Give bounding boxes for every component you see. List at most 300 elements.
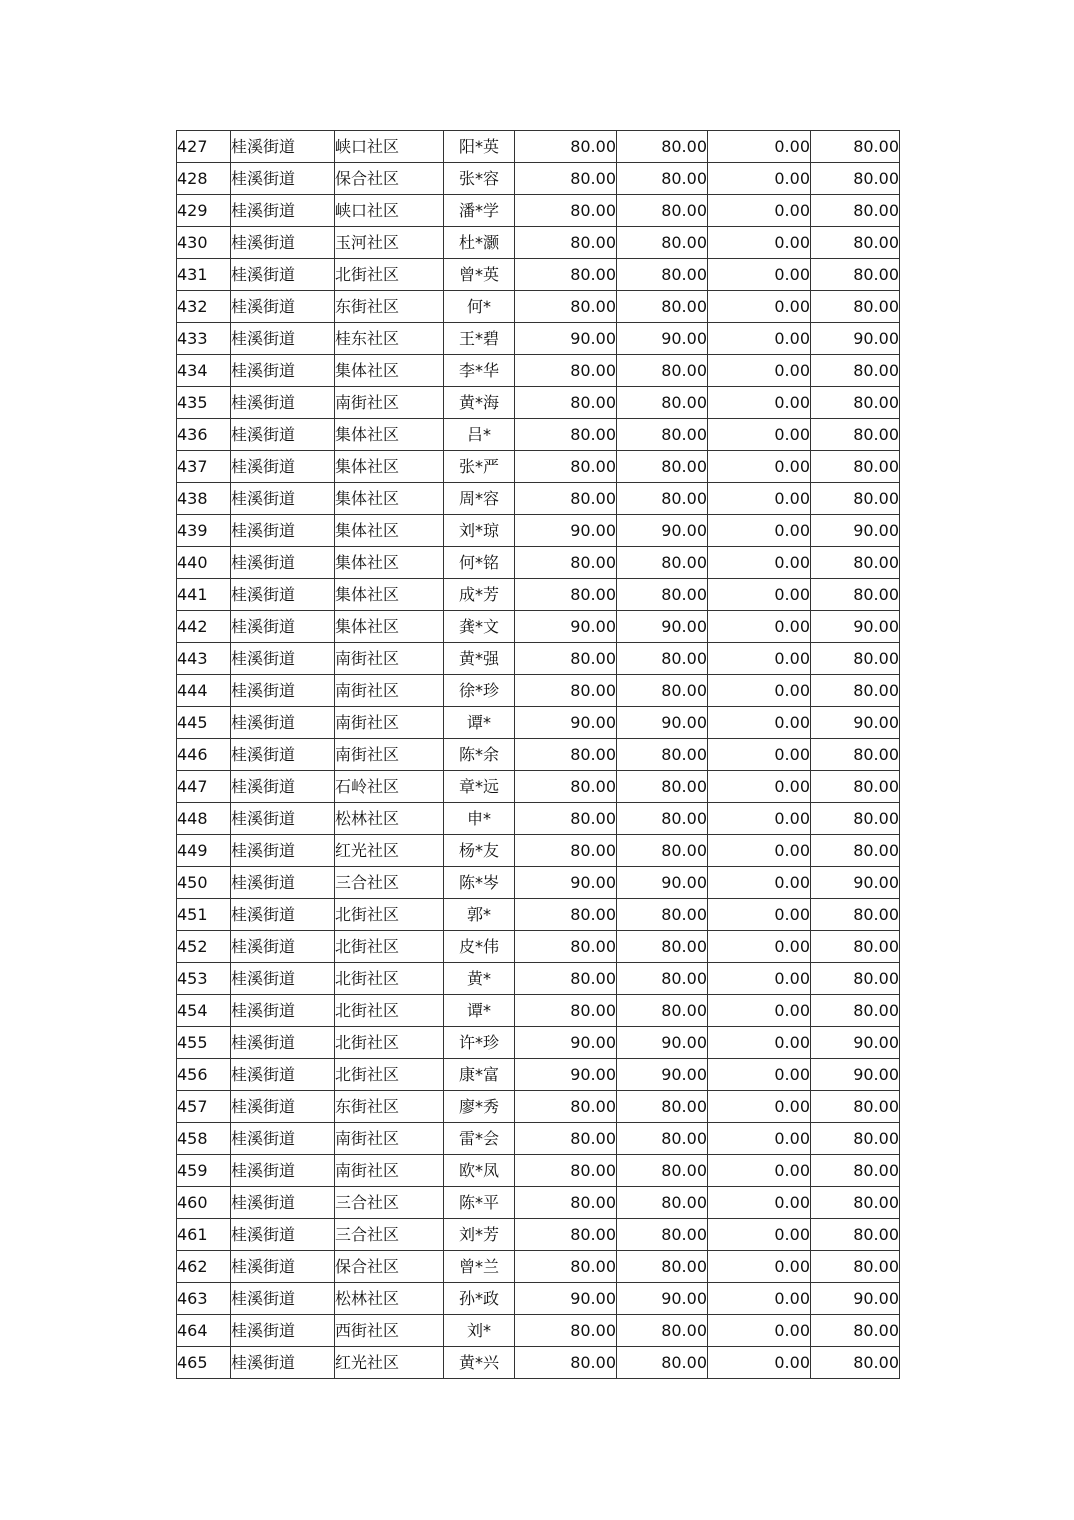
total-cell: 80.00 [811, 1315, 900, 1347]
amount-cell: 80.00 [515, 739, 617, 771]
amount-cell: 80.00 [515, 387, 617, 419]
amount-cell: 90.00 [515, 323, 617, 355]
deduction-cell: 0.00 [708, 451, 811, 483]
row-number-cell: 463 [177, 1283, 231, 1315]
total-cell: 80.00 [811, 387, 900, 419]
name-cell: 黄* [444, 963, 515, 995]
total-cell: 80.00 [811, 675, 900, 707]
name-cell: 杨*友 [444, 835, 515, 867]
deduction-cell: 0.00 [708, 899, 811, 931]
amount-cell: 80.00 [617, 1219, 708, 1251]
deduction-cell: 0.00 [708, 483, 811, 515]
street-cell: 桂溪街道 [231, 899, 335, 931]
table-row [177, 547, 900, 579]
amount-cell: 80.00 [515, 1123, 617, 1155]
table-row [177, 611, 900, 643]
total-cell: 80.00 [811, 355, 900, 387]
table-row [177, 1187, 900, 1219]
street-cell: 桂溪街道 [231, 867, 335, 899]
amount-cell: 90.00 [515, 515, 617, 547]
amount-cell: 80.00 [617, 451, 708, 483]
row-number-cell: 445 [177, 707, 231, 739]
amount-cell: 80.00 [617, 1187, 708, 1219]
amount-cell: 80.00 [515, 259, 617, 291]
row-number-cell: 442 [177, 611, 231, 643]
community-cell: 三合社区 [335, 1219, 444, 1251]
deduction-cell: 0.00 [708, 803, 811, 835]
amount-cell: 80.00 [617, 579, 708, 611]
table-row [177, 707, 900, 739]
street-cell: 桂溪街道 [231, 803, 335, 835]
amount-cell: 80.00 [617, 1315, 708, 1347]
total-cell: 80.00 [811, 1123, 900, 1155]
row-number-cell: 459 [177, 1155, 231, 1187]
row-number-cell: 461 [177, 1219, 231, 1251]
community-cell: 南街社区 [335, 1155, 444, 1187]
table-row [177, 1123, 900, 1155]
community-cell: 北街社区 [335, 899, 444, 931]
amount-cell: 80.00 [617, 899, 708, 931]
street-cell: 桂溪街道 [231, 451, 335, 483]
community-cell: 北街社区 [335, 995, 444, 1027]
community-cell: 松林社区 [335, 1283, 444, 1315]
table-row [177, 195, 900, 227]
total-cell: 80.00 [811, 579, 900, 611]
total-cell: 80.00 [811, 963, 900, 995]
name-cell: 杜*灏 [444, 227, 515, 259]
amount-cell: 80.00 [515, 675, 617, 707]
community-cell: 桂东社区 [335, 323, 444, 355]
community-cell: 集体社区 [335, 355, 444, 387]
deduction-cell: 0.00 [708, 707, 811, 739]
amount-cell: 80.00 [617, 1123, 708, 1155]
street-cell: 桂溪街道 [231, 547, 335, 579]
deduction-cell: 0.00 [708, 1347, 811, 1379]
community-cell: 西街社区 [335, 1315, 444, 1347]
deduction-cell: 0.00 [708, 1027, 811, 1059]
total-cell: 80.00 [811, 131, 900, 163]
name-cell: 欧*凤 [444, 1155, 515, 1187]
community-cell: 松林社区 [335, 803, 444, 835]
amount-cell: 80.00 [617, 643, 708, 675]
amount-cell: 80.00 [515, 1315, 617, 1347]
amount-cell: 80.00 [617, 931, 708, 963]
name-cell: 谭* [444, 707, 515, 739]
amount-cell: 80.00 [617, 739, 708, 771]
row-number-cell: 460 [177, 1187, 231, 1219]
amount-cell: 90.00 [617, 1283, 708, 1315]
deduction-cell: 0.00 [708, 1091, 811, 1123]
amount-cell: 80.00 [515, 579, 617, 611]
row-number-cell: 439 [177, 515, 231, 547]
table-row [177, 419, 900, 451]
name-cell: 何* [444, 291, 515, 323]
community-cell: 南街社区 [335, 643, 444, 675]
amount-cell: 80.00 [515, 547, 617, 579]
name-cell: 黄*兴 [444, 1347, 515, 1379]
deduction-cell: 0.00 [708, 643, 811, 675]
community-cell: 北街社区 [335, 963, 444, 995]
street-cell: 桂溪街道 [231, 963, 335, 995]
street-cell: 桂溪街道 [231, 131, 335, 163]
street-cell: 桂溪街道 [231, 675, 335, 707]
row-number-cell: 457 [177, 1091, 231, 1123]
amount-cell: 80.00 [617, 1155, 708, 1187]
table-row [177, 1315, 900, 1347]
row-number-cell: 450 [177, 867, 231, 899]
amount-cell: 90.00 [617, 1059, 708, 1091]
table-row [177, 323, 900, 355]
amount-cell: 80.00 [515, 355, 617, 387]
amount-cell: 80.00 [515, 131, 617, 163]
row-number-cell: 427 [177, 131, 231, 163]
community-cell: 南街社区 [335, 1123, 444, 1155]
amount-cell: 80.00 [515, 1347, 617, 1379]
name-cell: 吕* [444, 419, 515, 451]
amount-cell: 80.00 [515, 899, 617, 931]
community-cell: 北街社区 [335, 259, 444, 291]
community-cell: 保合社区 [335, 1251, 444, 1283]
name-cell: 康*富 [444, 1059, 515, 1091]
name-cell: 谭* [444, 995, 515, 1027]
total-cell: 80.00 [811, 899, 900, 931]
row-number-cell: 465 [177, 1347, 231, 1379]
street-cell: 桂溪街道 [231, 1219, 335, 1251]
amount-cell: 80.00 [515, 1155, 617, 1187]
amount-cell: 90.00 [515, 707, 617, 739]
deduction-cell: 0.00 [708, 515, 811, 547]
street-cell: 桂溪街道 [231, 1315, 335, 1347]
deduction-cell: 0.00 [708, 1283, 811, 1315]
amount-cell: 80.00 [515, 1091, 617, 1123]
amount-cell: 80.00 [617, 995, 708, 1027]
row-number-cell: 431 [177, 259, 231, 291]
street-cell: 桂溪街道 [231, 291, 335, 323]
street-cell: 桂溪街道 [231, 1251, 335, 1283]
name-cell: 陈*平 [444, 1187, 515, 1219]
table-row [177, 259, 900, 291]
amount-cell: 80.00 [515, 1219, 617, 1251]
amount-cell: 80.00 [617, 163, 708, 195]
community-cell: 集体社区 [335, 547, 444, 579]
street-cell: 桂溪街道 [231, 707, 335, 739]
amount-cell: 80.00 [617, 387, 708, 419]
table-row [177, 739, 900, 771]
amount-cell: 80.00 [617, 803, 708, 835]
amount-cell: 80.00 [515, 227, 617, 259]
street-cell: 桂溪街道 [231, 1059, 335, 1091]
name-cell: 雷*会 [444, 1123, 515, 1155]
name-cell: 周*容 [444, 483, 515, 515]
row-number-cell: 464 [177, 1315, 231, 1347]
total-cell: 80.00 [811, 1219, 900, 1251]
community-cell: 集体社区 [335, 515, 444, 547]
row-number-cell: 444 [177, 675, 231, 707]
community-cell: 北街社区 [335, 1027, 444, 1059]
street-cell: 桂溪街道 [231, 643, 335, 675]
table-row [177, 675, 900, 707]
name-cell: 王*碧 [444, 323, 515, 355]
street-cell: 桂溪街道 [231, 259, 335, 291]
total-cell: 90.00 [811, 1283, 900, 1315]
table-row [177, 291, 900, 323]
deduction-cell: 0.00 [708, 1187, 811, 1219]
row-number-cell: 434 [177, 355, 231, 387]
deduction-cell: 0.00 [708, 227, 811, 259]
community-cell: 北街社区 [335, 1059, 444, 1091]
total-cell: 80.00 [811, 547, 900, 579]
street-cell: 桂溪街道 [231, 1027, 335, 1059]
street-cell: 桂溪街道 [231, 835, 335, 867]
deduction-cell: 0.00 [708, 195, 811, 227]
community-cell: 玉河社区 [335, 227, 444, 259]
name-cell: 章*远 [444, 771, 515, 803]
total-cell: 80.00 [811, 1251, 900, 1283]
name-cell: 黄*海 [444, 387, 515, 419]
total-cell: 90.00 [811, 515, 900, 547]
row-number-cell: 440 [177, 547, 231, 579]
deduction-cell: 0.00 [708, 1123, 811, 1155]
amount-cell: 80.00 [617, 963, 708, 995]
total-cell: 80.00 [811, 771, 900, 803]
street-cell: 桂溪街道 [231, 227, 335, 259]
street-cell: 桂溪街道 [231, 995, 335, 1027]
deduction-cell: 0.00 [708, 163, 811, 195]
amount-cell: 90.00 [515, 1027, 617, 1059]
total-cell: 80.00 [811, 1187, 900, 1219]
street-cell: 桂溪街道 [231, 1283, 335, 1315]
street-cell: 桂溪街道 [231, 323, 335, 355]
row-number-cell: 428 [177, 163, 231, 195]
amount-cell: 80.00 [617, 259, 708, 291]
amount-cell: 80.00 [617, 547, 708, 579]
street-cell: 桂溪街道 [231, 1155, 335, 1187]
street-cell: 桂溪街道 [231, 739, 335, 771]
row-number-cell: 436 [177, 419, 231, 451]
name-cell: 曾*兰 [444, 1251, 515, 1283]
deduction-cell: 0.00 [708, 611, 811, 643]
deduction-cell: 0.00 [708, 675, 811, 707]
name-cell: 张*容 [444, 163, 515, 195]
total-cell: 80.00 [811, 1091, 900, 1123]
amount-cell: 80.00 [515, 1251, 617, 1283]
amount-cell: 80.00 [515, 995, 617, 1027]
amount-cell: 90.00 [617, 323, 708, 355]
community-cell: 南街社区 [335, 739, 444, 771]
community-cell: 集体社区 [335, 611, 444, 643]
total-cell: 80.00 [811, 643, 900, 675]
amount-cell: 80.00 [515, 771, 617, 803]
deduction-cell: 0.00 [708, 771, 811, 803]
amount-cell: 90.00 [617, 707, 708, 739]
deduction-cell: 0.00 [708, 259, 811, 291]
amount-cell: 80.00 [617, 1251, 708, 1283]
name-cell: 申* [444, 803, 515, 835]
street-cell: 桂溪街道 [231, 771, 335, 803]
community-cell: 峡口社区 [335, 131, 444, 163]
community-cell: 集体社区 [335, 579, 444, 611]
table-row [177, 803, 900, 835]
deduction-cell: 0.00 [708, 835, 811, 867]
amount-cell: 80.00 [515, 195, 617, 227]
row-number-cell: 449 [177, 835, 231, 867]
total-cell: 90.00 [811, 1027, 900, 1059]
name-cell: 刘*芳 [444, 1219, 515, 1251]
name-cell: 皮*伟 [444, 931, 515, 963]
name-cell: 龚*文 [444, 611, 515, 643]
row-number-cell: 454 [177, 995, 231, 1027]
street-cell: 桂溪街道 [231, 1347, 335, 1379]
deduction-cell: 0.00 [708, 995, 811, 1027]
deduction-cell: 0.00 [708, 131, 811, 163]
deduction-cell: 0.00 [708, 1059, 811, 1091]
total-cell: 80.00 [811, 163, 900, 195]
total-cell: 90.00 [811, 323, 900, 355]
row-number-cell: 462 [177, 1251, 231, 1283]
street-cell: 桂溪街道 [231, 611, 335, 643]
total-cell: 80.00 [811, 451, 900, 483]
deduction-cell: 0.00 [708, 355, 811, 387]
row-number-cell: 453 [177, 963, 231, 995]
row-number-cell: 456 [177, 1059, 231, 1091]
community-cell: 石岭社区 [335, 771, 444, 803]
table-row [177, 355, 900, 387]
amount-cell: 80.00 [515, 1187, 617, 1219]
deduction-cell: 0.00 [708, 1219, 811, 1251]
amount-cell: 90.00 [617, 1027, 708, 1059]
table-row [177, 1251, 900, 1283]
street-cell: 桂溪街道 [231, 1091, 335, 1123]
table-row [177, 1155, 900, 1187]
row-number-cell: 438 [177, 483, 231, 515]
table-row [177, 931, 900, 963]
table-row [177, 451, 900, 483]
table-row [177, 963, 900, 995]
name-cell: 刘*琼 [444, 515, 515, 547]
street-cell: 桂溪街道 [231, 1123, 335, 1155]
amount-cell: 80.00 [617, 1347, 708, 1379]
community-cell: 南街社区 [335, 675, 444, 707]
name-cell: 何*铭 [444, 547, 515, 579]
community-cell: 东街社区 [335, 1091, 444, 1123]
table-row [177, 515, 900, 547]
table-row [177, 1059, 900, 1091]
deduction-cell: 0.00 [708, 867, 811, 899]
table-row [177, 227, 900, 259]
community-cell: 红光社区 [335, 1347, 444, 1379]
total-cell: 80.00 [811, 739, 900, 771]
name-cell: 刘* [444, 1315, 515, 1347]
amount-cell: 80.00 [515, 963, 617, 995]
amount-cell: 80.00 [515, 643, 617, 675]
community-cell: 三合社区 [335, 867, 444, 899]
deduction-cell: 0.00 [708, 387, 811, 419]
amount-cell: 80.00 [617, 355, 708, 387]
amount-cell: 80.00 [515, 835, 617, 867]
street-cell: 桂溪街道 [231, 195, 335, 227]
table-row [177, 899, 900, 931]
total-cell: 80.00 [811, 259, 900, 291]
amount-cell: 80.00 [617, 1091, 708, 1123]
table-row [177, 131, 900, 163]
table-body [177, 131, 900, 1379]
row-number-cell: 458 [177, 1123, 231, 1155]
amount-cell: 80.00 [515, 163, 617, 195]
deduction-cell: 0.00 [708, 547, 811, 579]
amount-cell: 80.00 [515, 483, 617, 515]
total-cell: 90.00 [811, 611, 900, 643]
total-cell: 90.00 [811, 1059, 900, 1091]
name-cell: 郭* [444, 899, 515, 931]
street-cell: 桂溪街道 [231, 387, 335, 419]
row-number-cell: 433 [177, 323, 231, 355]
row-number-cell: 452 [177, 931, 231, 963]
street-cell: 桂溪街道 [231, 355, 335, 387]
table-row [177, 1283, 900, 1315]
amount-cell: 80.00 [515, 451, 617, 483]
table-row [177, 1091, 900, 1123]
table-row [177, 835, 900, 867]
row-number-cell: 448 [177, 803, 231, 835]
row-number-cell: 451 [177, 899, 231, 931]
name-cell: 阳*英 [444, 131, 515, 163]
amount-cell: 80.00 [617, 227, 708, 259]
name-cell: 曾*英 [444, 259, 515, 291]
row-number-cell: 432 [177, 291, 231, 323]
total-cell: 80.00 [811, 291, 900, 323]
amount-cell: 80.00 [617, 483, 708, 515]
total-cell: 80.00 [811, 1347, 900, 1379]
community-cell: 三合社区 [335, 1187, 444, 1219]
amount-cell: 80.00 [515, 419, 617, 451]
amount-cell: 80.00 [515, 931, 617, 963]
amount-cell: 80.00 [617, 195, 708, 227]
total-cell: 80.00 [811, 227, 900, 259]
deduction-cell: 0.00 [708, 931, 811, 963]
table-row [177, 1347, 900, 1379]
amount-cell: 90.00 [515, 867, 617, 899]
total-cell: 80.00 [811, 1155, 900, 1187]
total-cell: 80.00 [811, 483, 900, 515]
street-cell: 桂溪街道 [231, 931, 335, 963]
community-cell: 北街社区 [335, 931, 444, 963]
community-cell: 南街社区 [335, 707, 444, 739]
total-cell: 80.00 [811, 835, 900, 867]
street-cell: 桂溪街道 [231, 163, 335, 195]
community-cell: 集体社区 [335, 483, 444, 515]
table-row [177, 579, 900, 611]
deduction-cell: 0.00 [708, 291, 811, 323]
row-number-cell: 455 [177, 1027, 231, 1059]
community-cell: 集体社区 [335, 419, 444, 451]
table-row [177, 995, 900, 1027]
table-row [177, 643, 900, 675]
community-cell: 集体社区 [335, 451, 444, 483]
amount-cell: 90.00 [515, 611, 617, 643]
amount-cell: 80.00 [617, 131, 708, 163]
street-cell: 桂溪街道 [231, 515, 335, 547]
name-cell: 张*严 [444, 451, 515, 483]
amount-cell: 80.00 [617, 771, 708, 803]
total-cell: 90.00 [811, 707, 900, 739]
amount-cell: 80.00 [617, 675, 708, 707]
total-cell: 90.00 [811, 867, 900, 899]
name-cell: 徐*珍 [444, 675, 515, 707]
name-cell: 潘*学 [444, 195, 515, 227]
community-cell: 东街社区 [335, 291, 444, 323]
row-number-cell: 435 [177, 387, 231, 419]
name-cell: 陈*余 [444, 739, 515, 771]
